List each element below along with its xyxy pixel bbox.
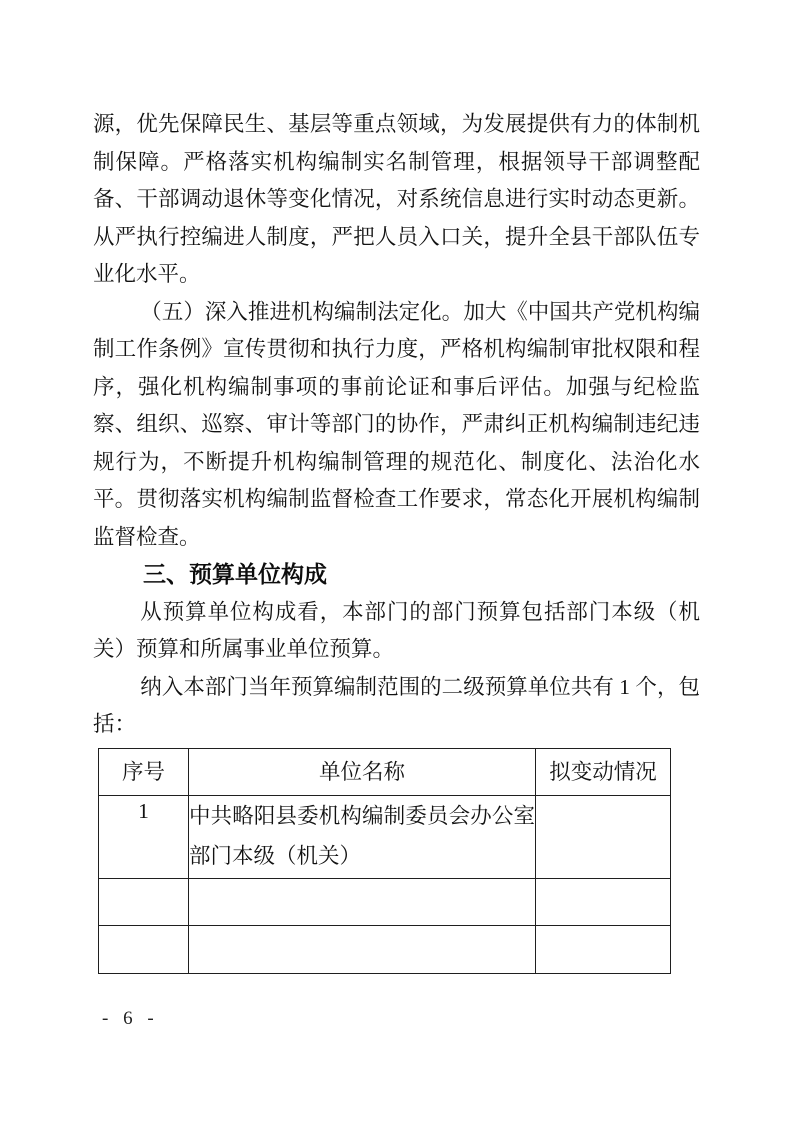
column-header-unit-name: 单位名称	[189, 748, 536, 795]
column-header-index: 序号	[99, 748, 189, 795]
document-body	[93, 106, 700, 974]
paragraph-text: 源，优先保障民生、基层等重点领域，为发展提供有力的体制机制保障。严格落实机构编制实名制管理，根据领导干部调整配备、干部调动退休等变化情况，对系统信息进行实时动态更新。从严执行控编进人制度，严把人员入口关，提升全县干部队伍专业化水平。	[93, 112, 700, 286]
table-row	[99, 925, 671, 973]
paragraph-text: 纳入本部门当年预算编制范围的二级预算单位共有 1 个，包括：	[93, 674, 700, 736]
cell-index	[99, 878, 189, 925]
cell-unit-name: 中共略阳县委机构编制委员会办公室部门本级（机关）	[189, 795, 536, 878]
cell-planned-change	[536, 925, 671, 973]
cell-index	[99, 925, 189, 973]
cell-index: 1	[99, 795, 189, 878]
paragraph-text: 加大《中国共产党机构编制工作条例》宣传贯彻和执行力度，严格机构编制审批权限和程序，强化机构编制事项的事前论证和事后评估。加强与纪检监察、组织、巡察、审计等部门的协作，严肃纠正机构编制违纪违规行为，不断提升机构编制管理的规范化、制度化、法治化水平。贯彻落实机构编制监督检查工作要求，常态化开展机构编制监督检查。	[93, 299, 700, 549]
table-row	[99, 878, 671, 925]
column-header-planned-change: 拟变动情况	[536, 748, 671, 795]
table-row	[99, 795, 671, 878]
page-number: - 6 -	[102, 1008, 159, 1029]
item-5-run-in-heading: （五）深入推进机构编制法定化。	[140, 299, 464, 324]
paragraph-continuation	[93, 106, 700, 294]
table-header-row	[99, 748, 671, 795]
budget-units-table	[98, 748, 671, 974]
cell-planned-change	[536, 795, 671, 878]
paragraph-text: 从预算单位构成看，本部门的部门预算包括部门本级（机关）预算和所属事业单位预算。	[93, 599, 700, 661]
section-heading-budget-unit-composition: 三、预算单位构成	[143, 561, 327, 587]
paragraph-unit-count	[93, 669, 700, 744]
paragraph-item-5	[93, 294, 700, 557]
cell-planned-change	[536, 878, 671, 925]
cell-unit-name	[189, 878, 536, 925]
paragraph-budget-composition	[93, 594, 700, 669]
cell-unit-name	[189, 925, 536, 973]
